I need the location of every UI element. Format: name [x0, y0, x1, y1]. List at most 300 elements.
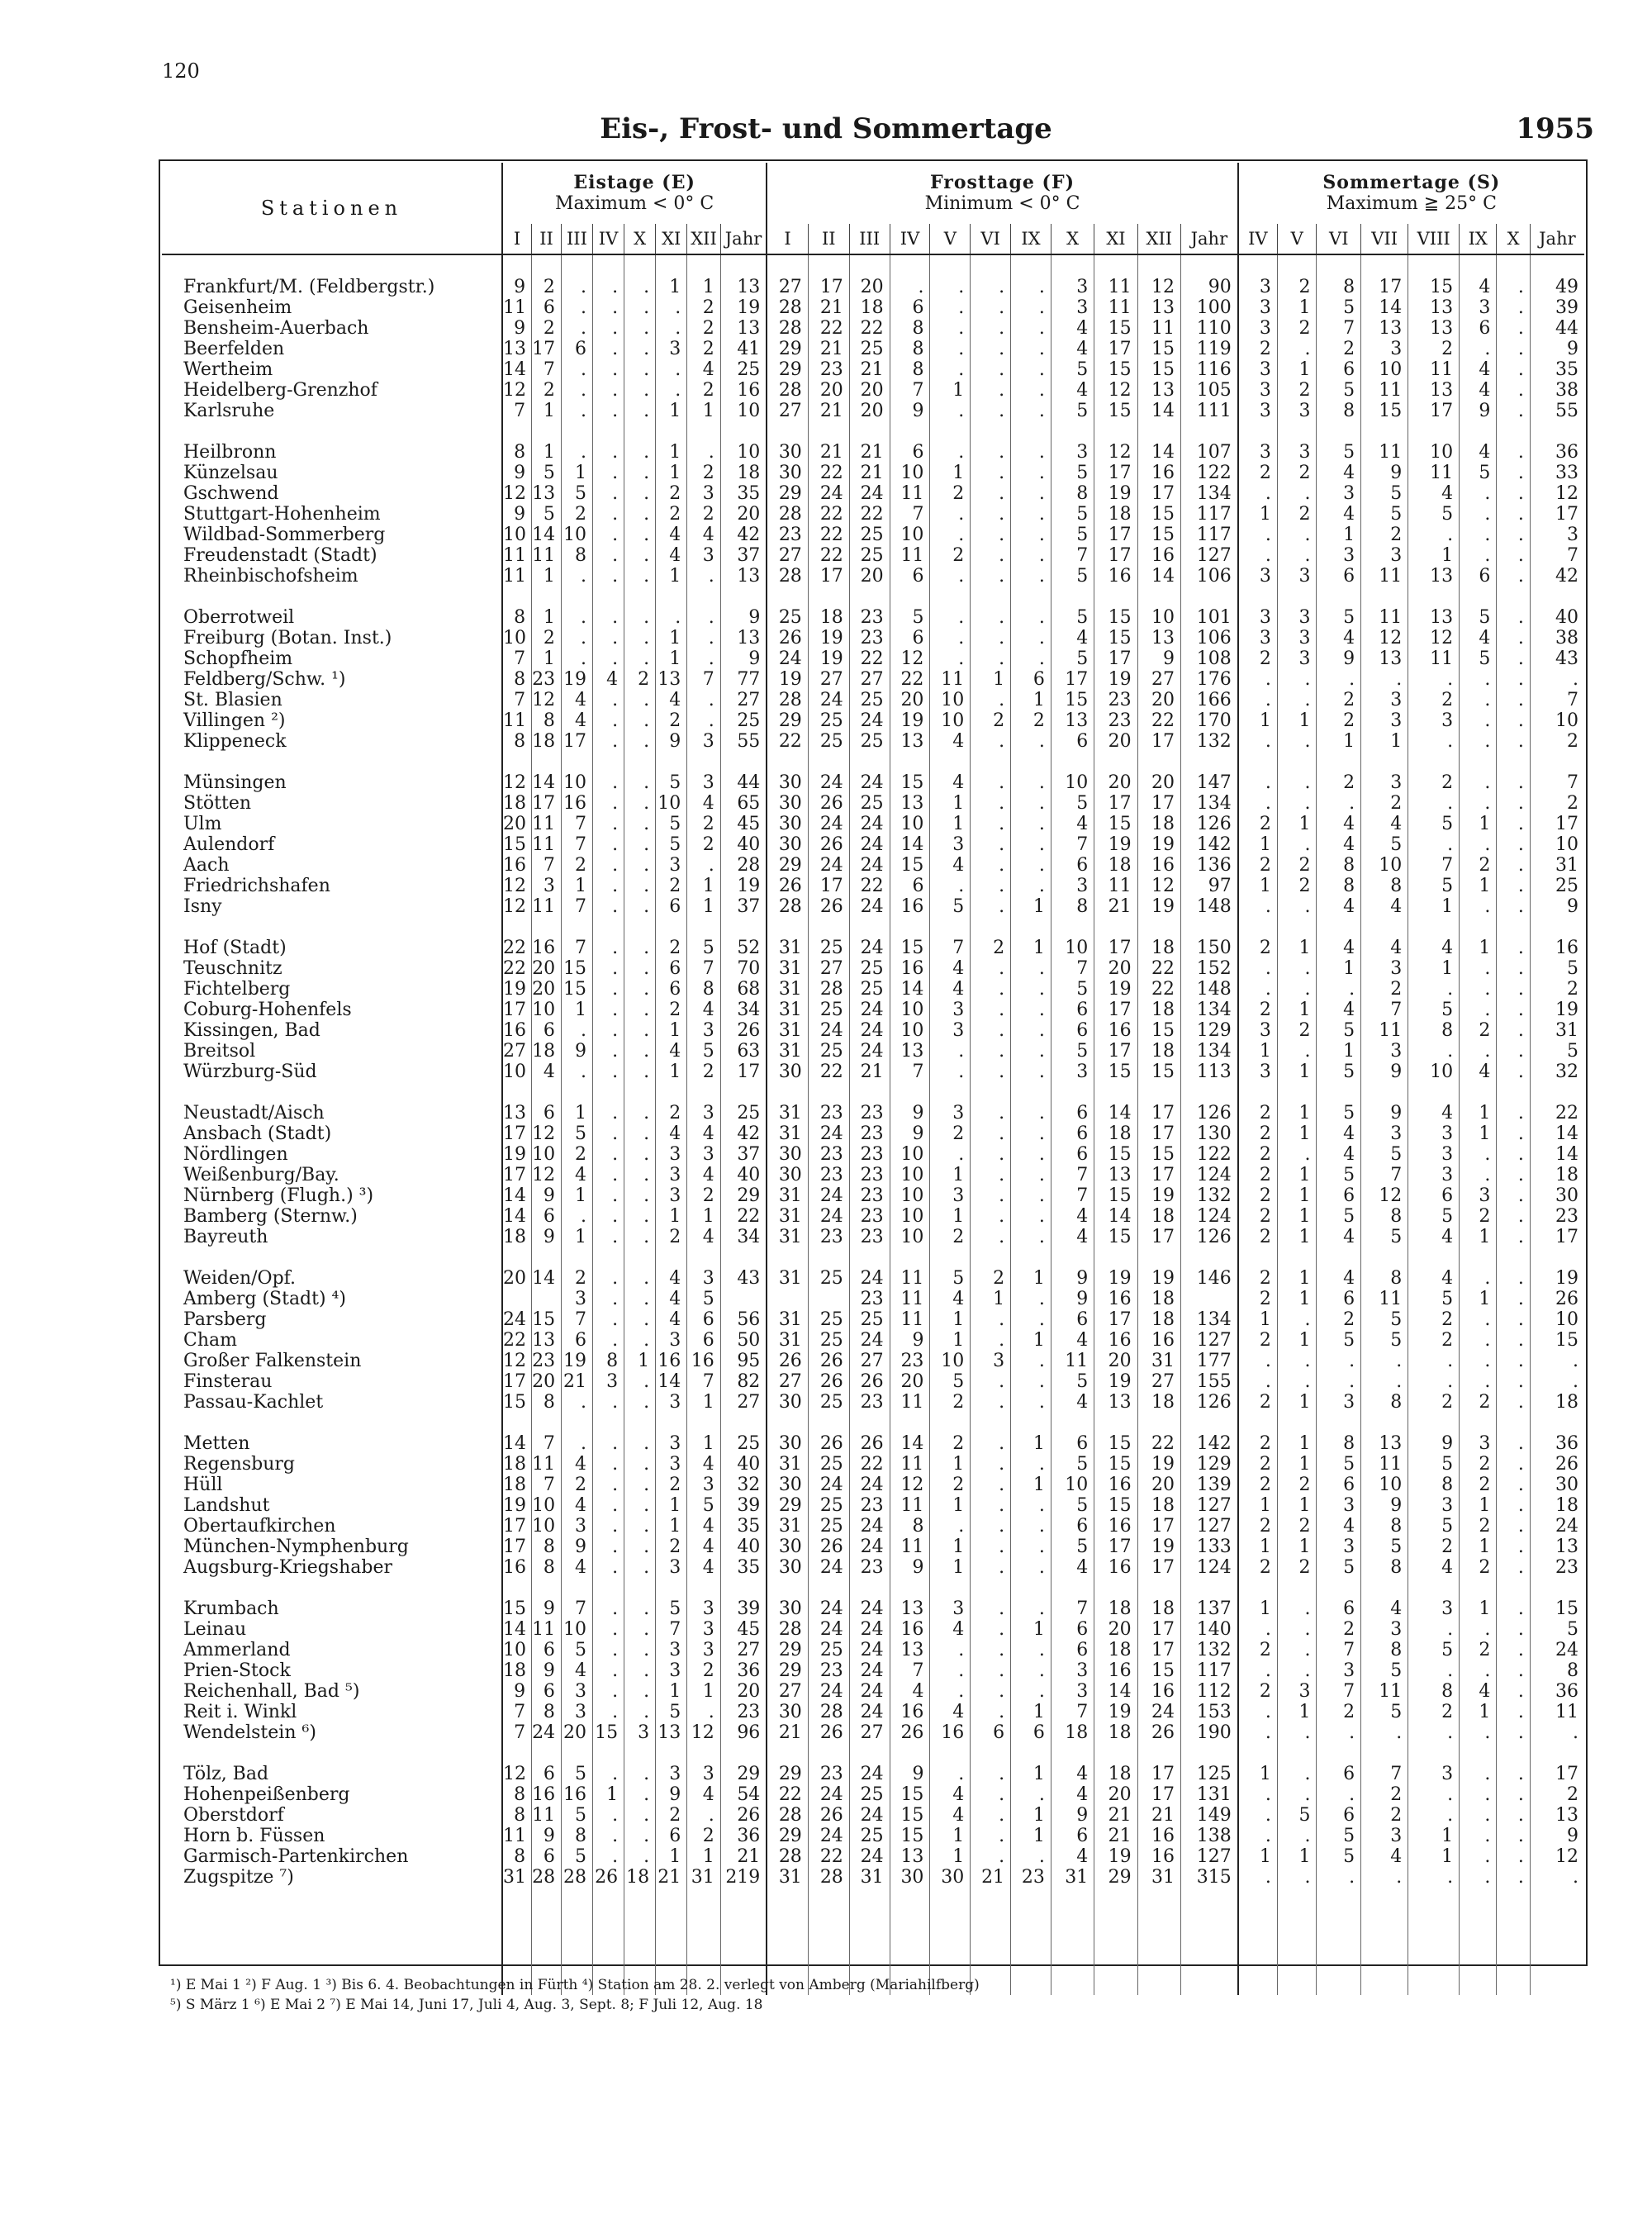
sommer-value: 13 [1408, 297, 1460, 318]
frost-value: 23 [808, 1227, 849, 1247]
sommer-value: 2 [1361, 525, 1408, 545]
eis-value: 7 [502, 401, 532, 421]
frost-value: 134 [1181, 1309, 1238, 1330]
sommer-value: . [1277, 1041, 1317, 1062]
frost-value: 17 [1137, 1227, 1180, 1247]
frost-value: 22 [808, 504, 849, 525]
value-cell-empty [767, 752, 808, 772]
frost-value: . [971, 628, 1011, 648]
sommer-value: 17 [1530, 814, 1584, 834]
frost-value: 26 [767, 876, 808, 896]
frost-value: 21 [971, 1867, 1011, 1888]
table-row [162, 1660, 1584, 1681]
table-row [162, 1185, 1584, 1206]
frost-value: 117 [1181, 504, 1238, 525]
eis-value: 1 [656, 1846, 687, 1867]
frost-value: 22 [767, 731, 808, 752]
sommer-value: 17 [1530, 504, 1584, 525]
sommer-value: . [1238, 1826, 1278, 1846]
frost-value: 6 [1051, 1123, 1094, 1144]
frost-value: . [1011, 1371, 1051, 1392]
value-cell-empty [971, 1247, 1011, 1268]
sommer-value: . [1277, 958, 1317, 979]
sommer-month-header: V [1277, 224, 1317, 254]
frost-value: 15 [890, 855, 930, 876]
frost-value: 6 [1011, 1722, 1051, 1743]
value-cell-empty [502, 421, 532, 442]
eis-value: . [592, 1123, 624, 1144]
eis-value [720, 1289, 767, 1309]
value-cell-empty [1361, 254, 1408, 277]
table-row [162, 1062, 1584, 1082]
sommer-value: 11 [1361, 1454, 1408, 1475]
sommer-value: 44 [1530, 318, 1584, 339]
eis-value: 3 [687, 1020, 720, 1041]
sommer-value: 2 [1238, 463, 1278, 483]
eis-value: 14 [656, 1371, 687, 1392]
frost-value: 31 [767, 1000, 808, 1020]
station-name: Teuschnitz [162, 958, 502, 979]
eis-value: 3 [561, 1289, 592, 1309]
value-cell-empty [930, 254, 971, 277]
value-cell-empty [1094, 752, 1137, 772]
frost-value: 24 [808, 1020, 849, 1041]
sommer-value: 3 [1238, 277, 1278, 297]
sommer-value: 5 [1408, 1206, 1460, 1227]
frost-value: 15 [1137, 339, 1180, 359]
eis-value: 7 [532, 1433, 562, 1454]
sommer-value: 4 [1460, 442, 1497, 463]
eis-value: 23 [532, 1351, 562, 1371]
table-row [162, 545, 1584, 566]
frost-value: 16 [1094, 1660, 1137, 1681]
eis-value: 17 [502, 1371, 532, 1392]
eis-value: 4 [561, 710, 592, 731]
frost-value: 16 [890, 896, 930, 917]
frost-value: 2 [971, 938, 1011, 958]
sommer-value: . [1497, 958, 1530, 979]
value-cell-empty [849, 1578, 890, 1598]
frost-value: 24 [849, 1619, 890, 1640]
frost-value: 31 [767, 1185, 808, 1206]
eis-value: . [624, 1062, 656, 1082]
value-cell-empty [890, 1082, 930, 1103]
eis-value: . [624, 1619, 656, 1640]
station-name: Tölz, Bad [162, 1764, 502, 1784]
eis-value: 11 [532, 814, 562, 834]
frost-value: 18 [1137, 938, 1180, 958]
eis-value: 9 [720, 648, 767, 669]
frost-value: 15 [1094, 1227, 1137, 1247]
sommer-value: 8 [1408, 1020, 1460, 1041]
frost-value: 1 [1011, 938, 1051, 958]
eis-value: 9 [656, 731, 687, 752]
sommer-value: 13 [1408, 607, 1460, 628]
sommer-value: 17 [1408, 401, 1460, 421]
frost-value: 18 [1094, 855, 1137, 876]
frost-value: 17 [1137, 1165, 1180, 1185]
value-cell-empty [532, 1578, 562, 1598]
sommer-value: 16 [1530, 938, 1584, 958]
frost-value: 107 [1181, 442, 1238, 463]
eis-value: 55 [720, 731, 767, 752]
station-name: Oberstdorf [162, 1805, 502, 1826]
sommer-value: . [1238, 483, 1278, 504]
frost-value: 23 [849, 1103, 890, 1123]
sommer-value: . [1497, 1764, 1530, 1784]
sommer-value: 13 [1408, 318, 1460, 339]
value-cell-empty [849, 1082, 890, 1103]
sommer-value: 11 [1361, 1020, 1408, 1041]
value-cell-empty [890, 1247, 930, 1268]
value-cell-empty [502, 1082, 532, 1103]
sommer-value: . [1277, 690, 1317, 710]
frost-value: 10 [1051, 938, 1094, 958]
frost-value: 3 [971, 1351, 1011, 1371]
eis-value: 2 [561, 1144, 592, 1165]
sommer-value: 3 [1361, 958, 1408, 979]
eis-value: . [624, 525, 656, 545]
eis-value: 4 [687, 1454, 720, 1475]
sommer-value: . [1361, 1371, 1408, 1392]
frost-value: 23 [808, 1144, 849, 1165]
frost-value: 28 [767, 1619, 808, 1640]
frost-value: . [971, 1433, 1011, 1454]
frost-value: 28 [808, 979, 849, 1000]
frost-value: 4 [930, 1702, 971, 1722]
eis-value: 26 [720, 1805, 767, 1826]
frost-value: 17 [1137, 1557, 1180, 1578]
frost-value: 10 [890, 1206, 930, 1227]
eis-value: 3 [687, 1144, 720, 1165]
eis-value: 6 [561, 339, 592, 359]
frost-value: 31 [767, 1268, 808, 1289]
eis-value: 3 [656, 1330, 687, 1351]
station-name: Karlsruhe [162, 401, 502, 421]
value-cell-empty [656, 1247, 687, 1268]
eis-value: . [687, 1702, 720, 1722]
eis-value: 19 [502, 1144, 532, 1165]
eis-value: 9 [502, 318, 532, 339]
station-name: Villingen ²) [162, 710, 502, 731]
value-cell-empty [720, 1247, 767, 1268]
station-name: Zugspitze ⁷) [162, 1867, 502, 1888]
eis-value: 8 [561, 545, 592, 566]
station-name: Stuttgart-Hohenheim [162, 504, 502, 525]
sommer-value: 7 [1317, 1681, 1361, 1702]
sommer-value: 3 [1361, 690, 1408, 710]
station-name: Aach [162, 855, 502, 876]
frost-value: 315 [1181, 1867, 1238, 1888]
value-cell-empty [656, 1743, 687, 1764]
sommer-value: . [1497, 1826, 1530, 1846]
frost-value: 101 [1181, 607, 1238, 628]
value-cell-empty [1361, 587, 1408, 607]
station-name: Klippeneck [162, 731, 502, 752]
frost-value: . [1011, 1392, 1051, 1413]
sommer-value: . [1497, 1289, 1530, 1309]
eis-value: 6 [532, 1640, 562, 1660]
sommer-value: 3 [1317, 1392, 1361, 1413]
frost-value: 1 [1011, 1268, 1051, 1289]
sommer-value: . [1460, 504, 1497, 525]
frost-value: 24 [808, 1123, 849, 1144]
eis-value: 4 [687, 359, 720, 380]
sommer-value: . [1497, 648, 1530, 669]
frost-value: 16 [890, 1619, 930, 1640]
value-cell-empty [687, 1247, 720, 1268]
sommer-value: 2 [1238, 1640, 1278, 1660]
eis-value: 3 [687, 1103, 720, 1123]
frost-value: 2 [930, 1475, 971, 1495]
frost-value: 9 [1051, 1268, 1094, 1289]
frost-value: 190 [1181, 1722, 1238, 1743]
eis-value: 18 [532, 731, 562, 752]
value-cell-empty [532, 1082, 562, 1103]
sommer-value: 11 [1361, 566, 1408, 587]
frost-value: 31 [767, 1867, 808, 1888]
eis-value: 4 [687, 793, 720, 814]
eis-value: 35 [720, 483, 767, 504]
eis-value: 43 [720, 1268, 767, 1289]
station-cell-empty [162, 1413, 502, 1433]
table-row [162, 938, 1584, 958]
sommer-value: 9 [1530, 339, 1584, 359]
frost-value: 1 [930, 1206, 971, 1227]
eis-value: . [624, 690, 656, 710]
eis-value: 6 [532, 1681, 562, 1702]
value-cell-empty [1137, 752, 1180, 772]
value-cell-empty [656, 254, 687, 277]
station-name: Frankfurt/M. (Feldbergstr.) [162, 277, 502, 297]
eis-value: 3 [687, 1764, 720, 1784]
eis-value: . [624, 1392, 656, 1413]
table-row [162, 1702, 1584, 1722]
table-row [162, 463, 1584, 483]
frost-value: 25 [808, 1330, 849, 1351]
sommer-value: 4 [1460, 1681, 1497, 1702]
eis-value: 6 [656, 958, 687, 979]
eis-value: 10 [502, 1062, 532, 1082]
value-cell-empty [1408, 421, 1460, 442]
frost-value: 24 [849, 1805, 890, 1826]
sommer-value: 5 [1317, 1103, 1361, 1123]
frost-value: 21 [808, 339, 849, 359]
value-cell-empty [1361, 1743, 1408, 1764]
frost-value: 5 [1051, 793, 1094, 814]
sommer-value: . [1497, 1846, 1530, 1867]
value-cell-empty [1051, 917, 1094, 938]
sommer-value: . [1497, 566, 1530, 587]
frost-value: 21 [849, 442, 890, 463]
frost-value: 24 [808, 1619, 849, 1640]
eis-value: . [624, 855, 656, 876]
frost-value: 16 [1094, 1330, 1137, 1351]
sommer-value: 15 [1530, 1598, 1584, 1619]
frost-value: 29 [1094, 1867, 1137, 1888]
eis-value: 1 [687, 1433, 720, 1454]
eis-value: . [561, 380, 592, 401]
sommer-value: 24 [1530, 1640, 1584, 1660]
eis-value: 7 [687, 958, 720, 979]
eis-value: 19 [561, 669, 592, 690]
table-row [162, 607, 1584, 628]
frost-value: 30 [767, 1062, 808, 1082]
eis-value: 6 [532, 1764, 562, 1784]
sommer-value: 1 [1317, 731, 1361, 752]
sommer-value: 4 [1361, 896, 1408, 917]
sommer-value: 14 [1361, 297, 1408, 318]
frost-value: 15 [890, 1826, 930, 1846]
eis-value: 13 [532, 1330, 562, 1351]
sommer-value: . [1277, 1784, 1317, 1805]
sommer-value: . [1460, 834, 1497, 855]
sommer-month-header: VI [1317, 224, 1361, 254]
frost-value: 24 [849, 896, 890, 917]
sommer-value: 2 [1408, 1330, 1460, 1351]
eis-value: 19 [502, 1495, 532, 1516]
sommer-value: 8 [1361, 876, 1408, 896]
station-name: Neustadt/Aisch [162, 1103, 502, 1123]
frost-value: 31 [1137, 1351, 1180, 1371]
frost-value: 10 [930, 710, 971, 731]
frost-value: 112 [1181, 1681, 1238, 1702]
frost-value: 8 [890, 339, 930, 359]
frost-value: 13 [890, 1846, 930, 1867]
value-cell-empty [1137, 1082, 1180, 1103]
frost-value: . [971, 483, 1011, 504]
frost-value: . [930, 359, 971, 380]
eis-value: . [687, 710, 720, 731]
frost-value: 31 [767, 1206, 808, 1227]
sommer-value: 1 [1408, 896, 1460, 917]
frost-value: 105 [1181, 380, 1238, 401]
table-row [162, 401, 1584, 421]
value-cell-empty [890, 1578, 930, 1598]
frost-value: 15 [1137, 1020, 1180, 1041]
sommer-value: 5 [1361, 1309, 1408, 1330]
eis-value: . [624, 1826, 656, 1846]
sommer-value: 4 [1460, 380, 1497, 401]
value-cell-empty [1094, 1888, 1137, 1995]
frost-value: 1 [930, 463, 971, 483]
sommer-value: 2 [1317, 772, 1361, 793]
sommer-value: 7 [1530, 545, 1584, 566]
eis-value: 18 [624, 1867, 656, 1888]
frost-value: 2 [930, 1433, 971, 1454]
sommer-value: 11 [1361, 442, 1408, 463]
frost-value: 30 [767, 463, 808, 483]
sommer-value: 2 [1317, 1619, 1361, 1640]
table-row [162, 359, 1584, 380]
sommer-value: . [1460, 772, 1497, 793]
eis-value: 10 [561, 772, 592, 793]
value-cell-empty [532, 587, 562, 607]
value-cell-empty [1408, 587, 1460, 607]
value-cell-empty [502, 1413, 532, 1433]
station-cell-empty [162, 917, 502, 938]
value-cell-empty [1137, 1743, 1180, 1764]
frost-value: 24 [849, 1537, 890, 1557]
eis-value: 2 [656, 504, 687, 525]
frost-value: 25 [849, 690, 890, 710]
sommer-value: 1 [1277, 1454, 1317, 1475]
frost-value: 106 [1181, 628, 1238, 648]
value-cell-empty [808, 1578, 849, 1598]
eis-value: . [592, 1020, 624, 1041]
sommer-value: 5 [1361, 1660, 1408, 1681]
frost-value: . [1011, 359, 1051, 380]
sommer-value: 2 [1408, 1392, 1460, 1413]
eis-value: . [624, 1516, 656, 1537]
eis-value: 16 [532, 1784, 562, 1805]
frost-value: 30 [767, 814, 808, 834]
frost-value: 30 [767, 1702, 808, 1722]
eis-value: 7 [502, 1702, 532, 1722]
eis-value: 8 [561, 1826, 592, 1846]
sommer-value: . [1497, 525, 1530, 545]
frost-value: 30 [930, 1867, 971, 1888]
value-cell-empty [849, 254, 890, 277]
frost-value: 23 [808, 1165, 849, 1185]
eis-value: 5 [687, 1041, 720, 1062]
eis-value: . [624, 463, 656, 483]
value-cell-empty [767, 1082, 808, 1103]
frost-value: . [971, 772, 1011, 793]
frost-value: 18 [1137, 1041, 1180, 1062]
frost-value: 127 [1181, 1495, 1238, 1516]
eis-value: 5 [561, 1764, 592, 1784]
eis-value: 8 [502, 669, 532, 690]
frost-value: 4 [930, 979, 971, 1000]
frost-value: 16 [1137, 1681, 1180, 1702]
frost-value: 126 [1181, 1227, 1238, 1247]
eis-value: 1 [656, 1681, 687, 1702]
frost-value: . [971, 277, 1011, 297]
sommer-value: . [1460, 1660, 1497, 1681]
sommer-value: 18 [1530, 1495, 1584, 1516]
sommer-value: . [1277, 1764, 1317, 1784]
frost-value: 24 [808, 855, 849, 876]
sommer-value: . [1238, 731, 1278, 752]
frost-value: 127 [1181, 1516, 1238, 1537]
sommer-value: . [1497, 359, 1530, 380]
table-row [162, 1867, 1584, 1888]
frost-value: . [971, 442, 1011, 463]
eis-value: 15 [502, 1598, 532, 1619]
frost-value: . [1011, 1000, 1051, 1020]
frost-value: 5 [1051, 359, 1094, 380]
station-name: Coburg-Hohenfels [162, 1000, 502, 1020]
eis-value: 15 [502, 1392, 532, 1413]
sommer-value: 4 [1460, 1062, 1497, 1082]
sommer-value: 4 [1317, 896, 1361, 917]
sommer-value: . [1497, 690, 1530, 710]
eis-value: 8 [532, 1392, 562, 1413]
value-cell-empty [971, 1743, 1011, 1764]
frost-value: 19 [808, 648, 849, 669]
frost-value: . [1011, 1495, 1051, 1516]
sommer-value: 8 [1317, 277, 1361, 297]
frost-value: 2 [930, 1123, 971, 1144]
eis-value: 21 [561, 1371, 592, 1392]
sommer-value: 17 [1361, 277, 1408, 297]
value-cell-empty [1137, 254, 1180, 277]
frost-value: 18 [1094, 1722, 1137, 1743]
eis-value: . [624, 1289, 656, 1309]
sommer-value: . [1497, 1351, 1530, 1371]
frost-value: . [1011, 1062, 1051, 1082]
